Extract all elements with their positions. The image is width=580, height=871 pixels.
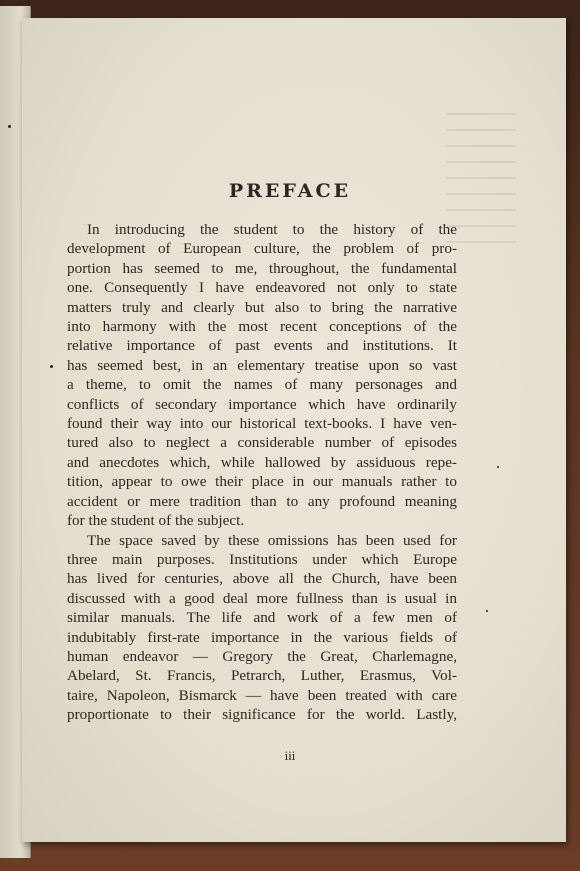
page-body: [67, 220, 457, 725]
text-line: similar manuals. The life and work of a few men of: [67, 609, 457, 627]
text-line: has seemed best, in an elementary treatise upon so vast: [67, 356, 457, 374]
text-line: matters truly and clearly but also to bring the narrative: [67, 298, 457, 316]
text-line: accident or mere tradition than to any profound meaning: [67, 492, 457, 510]
text-line: relative importance of past events and institutions. It: [67, 337, 457, 355]
text-line: human endeavor — Gregory the Great, Charlemagne,: [67, 647, 457, 665]
ink-speck: [486, 610, 488, 612]
paragraph-2: [67, 531, 457, 725]
text-line: tition, appear to owe their place in our manuals rather to: [67, 473, 457, 491]
text-line: three main purposes. Institutions under which Europe: [67, 550, 457, 568]
text-line: tured also to neglect a considerable number of episodes: [67, 434, 457, 452]
text-line: has lived for centuries, above all the Church, have been: [67, 570, 457, 588]
page-number: iii: [284, 748, 296, 763]
text-line: found their way into our historical text-books. I have ven-: [67, 415, 457, 433]
text-line: taire, Napoleon, Bismarck — have been treated with care: [67, 686, 457, 704]
page-title: PREFACE: [228, 180, 352, 202]
ink-speck: [50, 365, 53, 368]
text-line: The space saved by these omissions has been used for: [87, 531, 457, 549]
text-line: and anecdotes which, while hallowed by assiduous repe-: [67, 453, 457, 471]
text-line: conflicts of secondary importance which have ordinarily: [67, 395, 457, 413]
text-line: for the student of the subject.: [67, 512, 245, 530]
text-line: In introducing the student to the history of the: [87, 221, 457, 238]
text-line: portion has seemed to me, throughout, the fundamental: [67, 259, 457, 277]
text-line: one. Consequently I have endeavored not only to state: [67, 279, 457, 297]
text-line: Abelard, St. Francis, Petrarch, Luther, Erasmus, Vol-: [67, 667, 457, 685]
text-line: indubitably first-rate importance in the various fields of: [67, 628, 457, 646]
text-line: a theme, to omit the names of many personages and: [67, 376, 457, 394]
text-line: proportionate to their significance for the world. Lastly,: [67, 706, 457, 724]
ink-speck: [497, 466, 499, 468]
text-line: into harmony with the most recent conceptions of the: [67, 318, 457, 336]
text-line: discussed with a good deal more fullness than is usual in: [67, 589, 457, 607]
paragraph-1: [67, 220, 457, 531]
text-line: development of European culture, the problem of pro-: [67, 240, 457, 258]
ink-speck: [8, 125, 11, 128]
